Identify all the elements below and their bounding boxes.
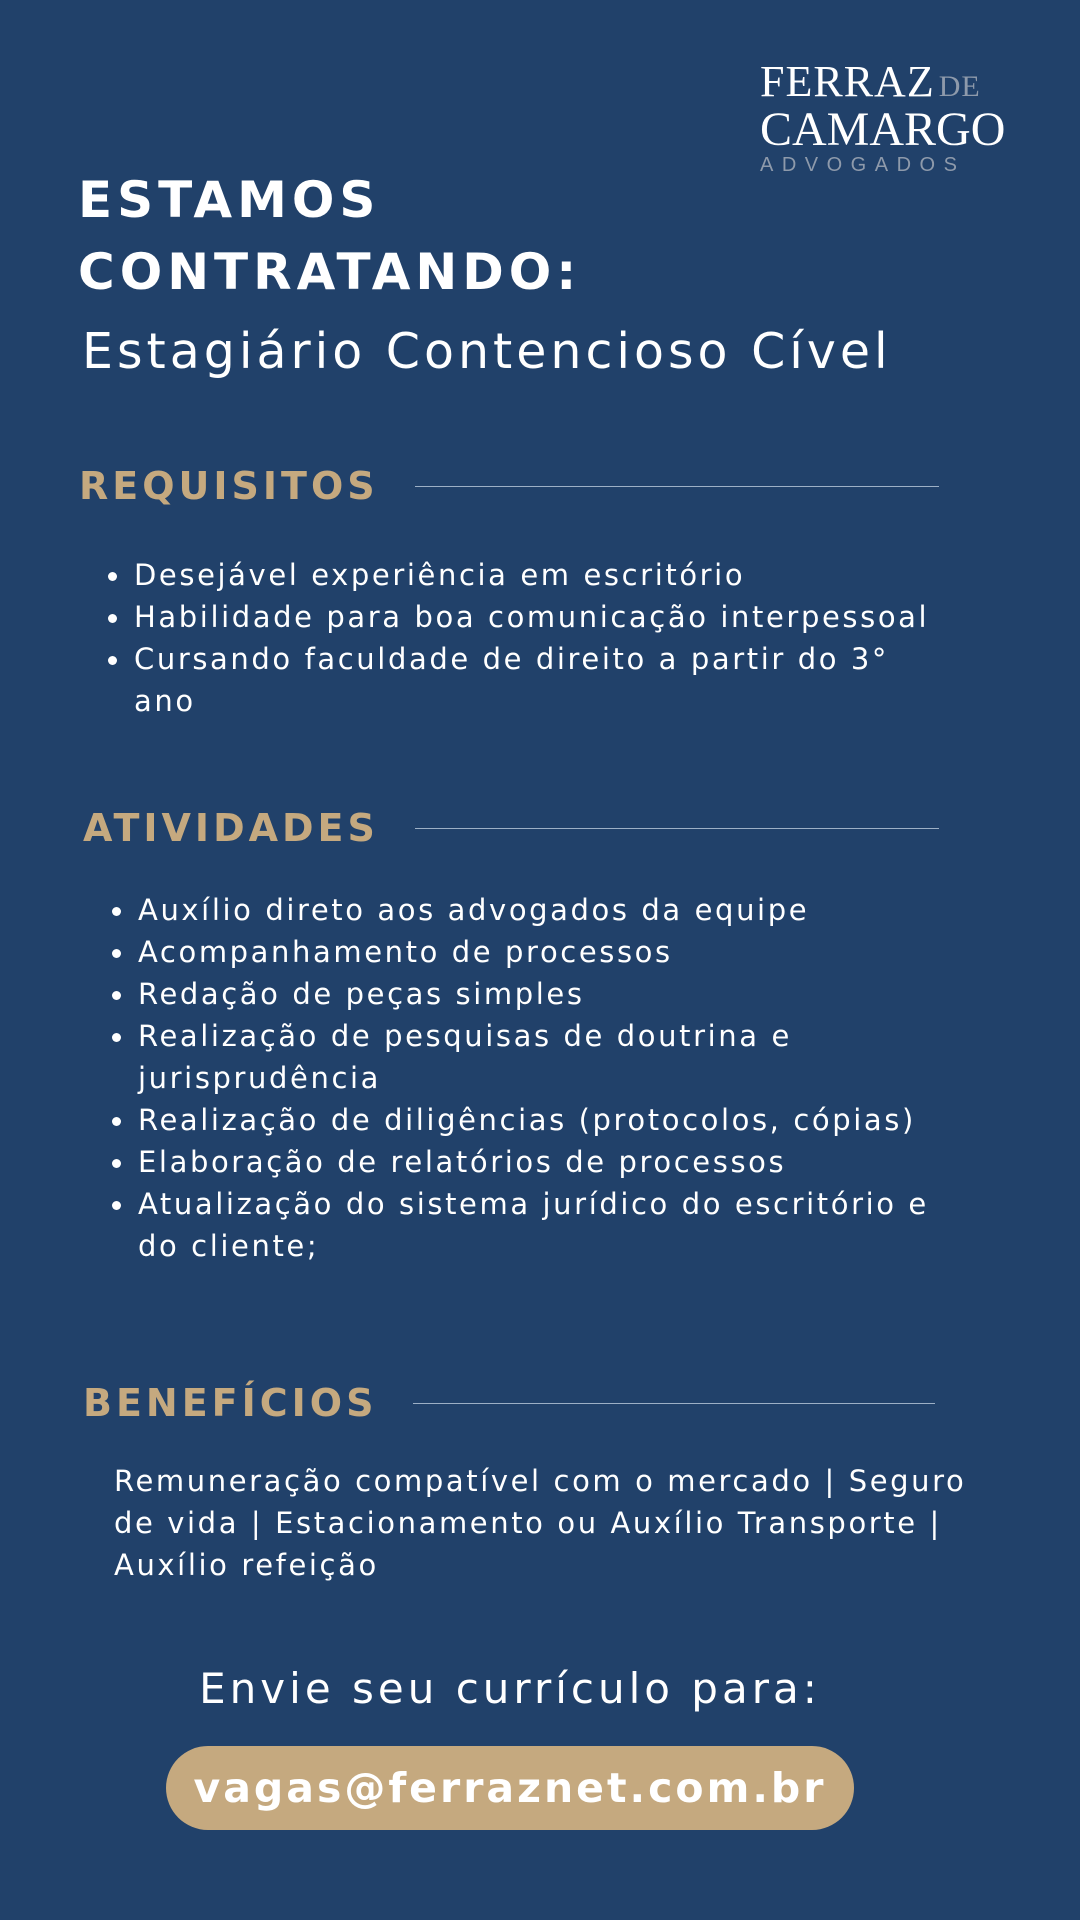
list-item: Acompanhamento de processos — [110, 931, 960, 973]
section-title-atividades: ATIVIDADES — [83, 806, 379, 850]
list-item: Auxílio direto aos advogados da equipe — [110, 889, 960, 931]
job-title: Estagiário Contencioso Cível — [82, 323, 892, 380]
section-divider — [415, 828, 939, 829]
list-item: Cursando faculdade de direito a partir do 3° ano — [106, 638, 946, 722]
list-item: Habilidade para boa comunicação interpessoal — [106, 596, 946, 638]
headline-line2: CONTRATANDO: — [78, 243, 582, 301]
atividades-list — [110, 889, 960, 1267]
benefits-text: Remuneração compatível com o mercado | Seguro de vida | Estacionamento ou Auxílio Transporte | Auxílio refeição — [114, 1464, 967, 1582]
section-header-atividades — [83, 806, 939, 850]
email-button[interactable]: vagas@ferraznet.com.br — [166, 1746, 854, 1830]
headline-line1: ESTAMOS — [78, 171, 381, 229]
company-logo — [760, 57, 1010, 177]
list-item: Elaboração de relatórios de processos — [110, 1141, 960, 1183]
logo-ferraz: FERRAZ — [760, 57, 935, 106]
list-item: Realização de pesquisas de doutrina e jurisprudência — [110, 1015, 960, 1099]
section-header-requisitos — [79, 464, 939, 508]
cta-text: Envie seu currículo para: — [199, 1664, 821, 1713]
section-divider — [415, 486, 939, 487]
list-item: Atualização do sistema jurídico do escritório e do cliente; — [110, 1183, 960, 1267]
section-title-requisitos: REQUISITOS — [79, 464, 379, 508]
requisitos-list — [106, 554, 946, 722]
section-header-beneficios — [83, 1381, 935, 1425]
list-item: Realização de diligências (protocolos, cópias) — [110, 1099, 960, 1141]
list-item: Redação de peças simples — [110, 973, 960, 1015]
logo-de: DE — [938, 70, 981, 103]
section-divider — [413, 1403, 935, 1404]
logo-camargo: CAMARGO — [760, 103, 1006, 156]
section-title-beneficios: BENEFÍCIOS — [83, 1381, 378, 1425]
logo-line-ferraz — [760, 57, 1010, 107]
list-item: Desejável experiência em escritório — [106, 554, 946, 596]
logo-advogados: ADVOGADOS — [760, 154, 966, 176]
headline — [78, 164, 581, 308]
